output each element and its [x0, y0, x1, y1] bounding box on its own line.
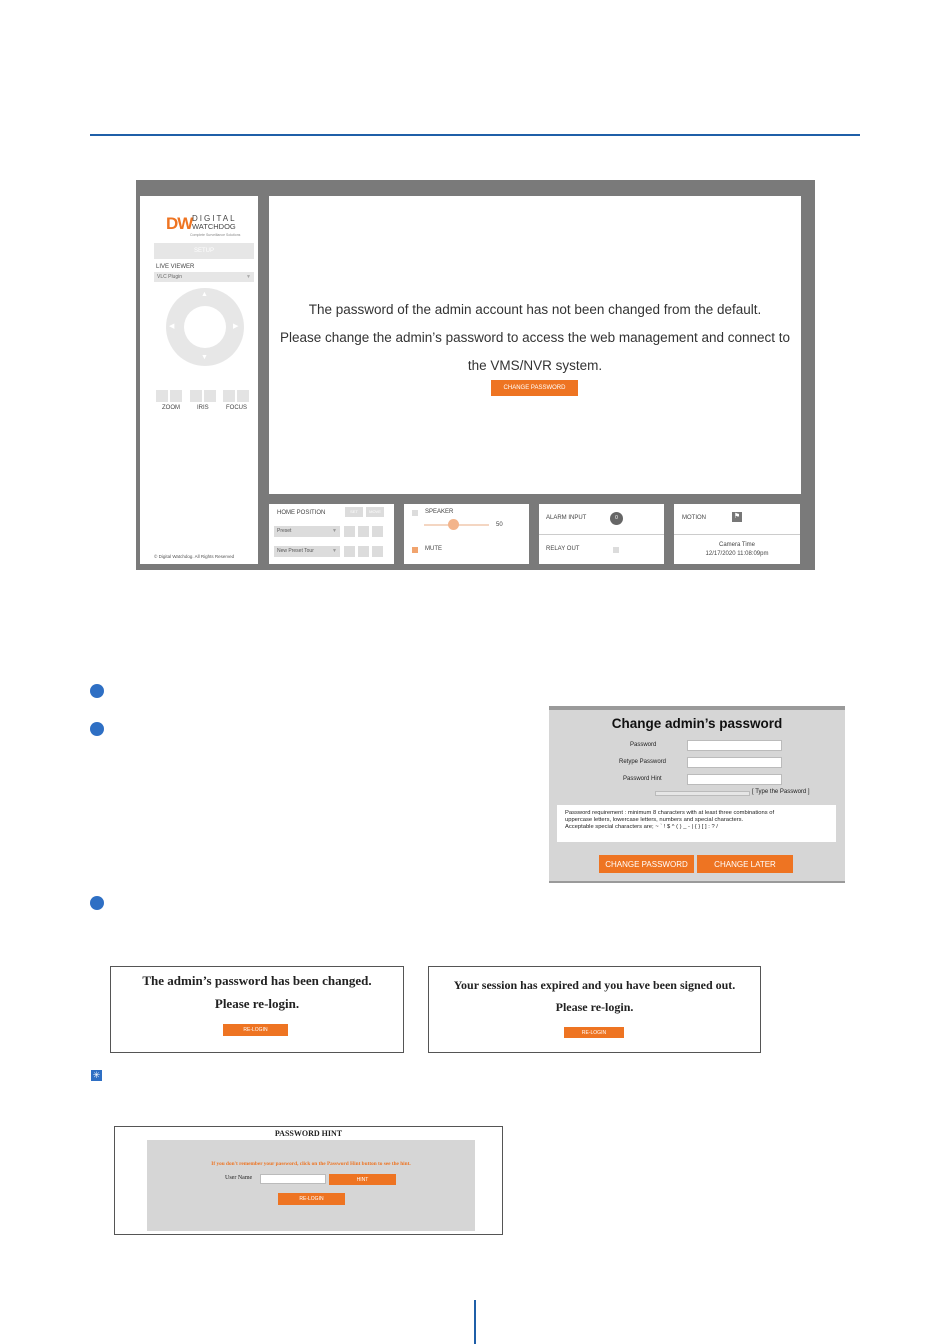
plugin-select[interactable]: [154, 272, 254, 282]
mute-label: MUTE: [425, 546, 442, 552]
relogin-label: RE-LOGIN: [581, 1029, 607, 1036]
preset-btn-3[interactable]: [372, 526, 383, 537]
audio-panel: [404, 504, 529, 564]
change-later-button[interactable]: [697, 855, 793, 873]
home-position-panel: [269, 504, 394, 564]
changed-line-1: The admin’s password has been changed.: [142, 973, 372, 988]
alarm-divider: [539, 534, 664, 535]
bullet-2: [90, 722, 104, 736]
hint-button[interactable]: [329, 1174, 396, 1185]
req-line-1: Password requirement : minimum 8 characters with at least three combinations of: [565, 810, 775, 816]
iris-open-button[interactable]: [204, 390, 216, 402]
preset-select[interactable]: [274, 526, 340, 537]
chevron-down-icon: ▼: [246, 274, 251, 280]
retype-password-input[interactable]: [687, 757, 782, 768]
password-hint-input[interactable]: [687, 774, 782, 785]
alarm-input-label: ALARM INPUT: [546, 515, 587, 521]
camera-time-label: Camera Time: [718, 542, 755, 548]
logo-tagline: Complete Surveillance Solutions: [190, 233, 241, 237]
speaker-label: SPEAKER: [425, 509, 454, 515]
iris-close-button[interactable]: [190, 390, 202, 402]
arrow-right-icon[interactable]: ▶: [233, 323, 239, 330]
change-password-button[interactable]: [491, 380, 578, 396]
hint-relogin-button[interactable]: [278, 1193, 345, 1205]
hint-box-title: PASSWORD HINT: [274, 1129, 343, 1138]
arrow-down-icon[interactable]: ▼: [201, 354, 208, 361]
footer-page-marker: [474, 1300, 476, 1344]
ptz-buttons: [156, 390, 256, 402]
video-viewport: [269, 196, 801, 494]
type-password-hint: [ Type the Password ]: [752, 789, 810, 795]
expired-line-1: Your session has expired and you have been signed out.: [453, 978, 736, 992]
relogin-button-changed[interactable]: [223, 1024, 288, 1036]
mute-checkbox[interactable]: [412, 547, 418, 553]
expired-line-2: Please re-login.: [555, 1000, 634, 1014]
tour-btn-2[interactable]: [358, 546, 369, 557]
message-line-1: The password of the admin account has not been changed from the default.: [308, 302, 762, 317]
header-rule: [90, 134, 860, 136]
logo-brand-bottom: WATCHDOG: [192, 222, 236, 231]
note-icon: ✳: [92, 1070, 101, 1080]
password-label: Password: [630, 742, 657, 748]
preset-tour-select[interactable]: [274, 546, 340, 557]
logo-brand-top: DIGITAL: [192, 214, 237, 223]
hint-box-body: [147, 1140, 475, 1231]
zoom-in-button[interactable]: [170, 390, 182, 402]
setup-button[interactable]: [154, 243, 254, 259]
setup-label: SETUP: [193, 248, 214, 254]
relay-out-label: RELAY OUT: [546, 546, 580, 552]
message-line-3: the VMS/NVR system.: [467, 358, 603, 373]
retype-password-label: Retype Password: [619, 759, 667, 765]
chevron-down-icon: ▼: [332, 528, 337, 534]
speaker-value: 50: [496, 522, 503, 528]
motion-icon: ⚑: [733, 513, 741, 520]
relogin-label: RE-LOGIN: [243, 1027, 268, 1033]
motion-panel: [674, 504, 800, 564]
tour-btn-1[interactable]: [344, 546, 355, 557]
preset-btn-2[interactable]: [358, 526, 369, 537]
zoom-out-button[interactable]: [156, 390, 168, 402]
joystick-center[interactable]: [184, 306, 226, 348]
changed-line-2: Please re-login.: [214, 996, 300, 1011]
session-expired-box: [428, 966, 761, 1053]
dialog-title: Change admin’s password: [611, 716, 783, 731]
home-set-label: SET: [350, 509, 358, 514]
left-sidebar: [140, 196, 258, 564]
password-hint-label: Password Hint: [623, 776, 662, 782]
hint-message: If you don't remember your password, click on the Password Hint button to see the hint.: [211, 1161, 411, 1167]
ptz-joystick[interactable]: [166, 288, 244, 366]
plugin-select-value: VLC Plugin: [157, 274, 183, 280]
speaker-slider-thumb[interactable]: [448, 519, 459, 530]
alarm-input-value: 0: [615, 515, 618, 521]
focus-label: FOCUS: [226, 405, 247, 411]
camera-time-value: 12/17/2020 11:08:09pm: [705, 551, 769, 557]
password-changed-box: [110, 966, 404, 1053]
change-password-dialog: [549, 706, 845, 883]
tour-btn-3[interactable]: [372, 546, 383, 557]
relay-out-checkbox[interactable]: [613, 547, 619, 553]
default-password-message: [269, 296, 801, 380]
user-name-input[interactable]: [260, 1174, 326, 1184]
home-move-label: MOVE: [369, 509, 381, 514]
zoom-label: ZOOM: [162, 405, 180, 411]
password-requirements: [557, 805, 836, 842]
user-name-label: User Name: [225, 1175, 253, 1181]
arrow-left-icon[interactable]: ◀: [169, 323, 175, 330]
change-later-label: CHANGE LATER: [714, 859, 776, 869]
alarm-input-indicator: [610, 512, 623, 525]
password-hint-box: [114, 1126, 503, 1235]
web-viewer-screenshot: [136, 180, 815, 570]
home-move-button[interactable]: [366, 507, 384, 517]
motion-divider: [674, 534, 800, 535]
copyright: © Digital Watchdog. All Rights Reserved: [154, 554, 235, 559]
message-line-2: Please change the admin’s password to access the web management and connect to: [279, 330, 791, 345]
password-input[interactable]: [687, 740, 782, 751]
dialog-change-password-button[interactable]: [599, 855, 694, 873]
bullet-3: [90, 896, 104, 910]
home-position-label: HOME POSITION: [277, 510, 326, 516]
arrow-up-icon[interactable]: ▲: [201, 291, 208, 298]
chevron-down-icon: ▼: [332, 548, 337, 554]
req-line-3: Acceptable special characters are; ~ ` ! $ ^ ( ) _ - | { } [ ] : ? /: [565, 824, 718, 830]
change-password-label: CHANGE PASSWORD: [503, 385, 566, 391]
motion-label: MOTION: [682, 515, 706, 521]
preset-btn-1[interactable]: [344, 526, 355, 537]
relogin-button-expired[interactable]: [564, 1027, 624, 1038]
home-set-button[interactable]: [345, 507, 363, 517]
dw-logo: [166, 214, 246, 240]
focus-far-button[interactable]: [237, 390, 249, 402]
req-line-2: uppercase letters, lowercase letters, numbers and special characters.: [565, 817, 744, 823]
live-viewer-label: LIVE VIEWER: [156, 264, 195, 270]
logo-mark: DW: [166, 214, 193, 233]
hint-button-label: HINT: [356, 1176, 369, 1183]
iris-label: IRIS: [197, 405, 209, 411]
dialog-change-password-label: CHANGE PASSWORD: [605, 859, 688, 869]
bullet-1: [90, 684, 104, 698]
hint-relogin-label: RE-LOGIN: [299, 1196, 324, 1202]
preset-tour-value: New Preset Tour: [277, 548, 314, 554]
speaker-checkbox[interactable]: [412, 510, 418, 516]
focus-near-button[interactable]: [223, 390, 235, 402]
password-strength-bar: [655, 791, 750, 796]
preset-value: Preset: [277, 528, 292, 534]
alarm-panel: [539, 504, 664, 564]
